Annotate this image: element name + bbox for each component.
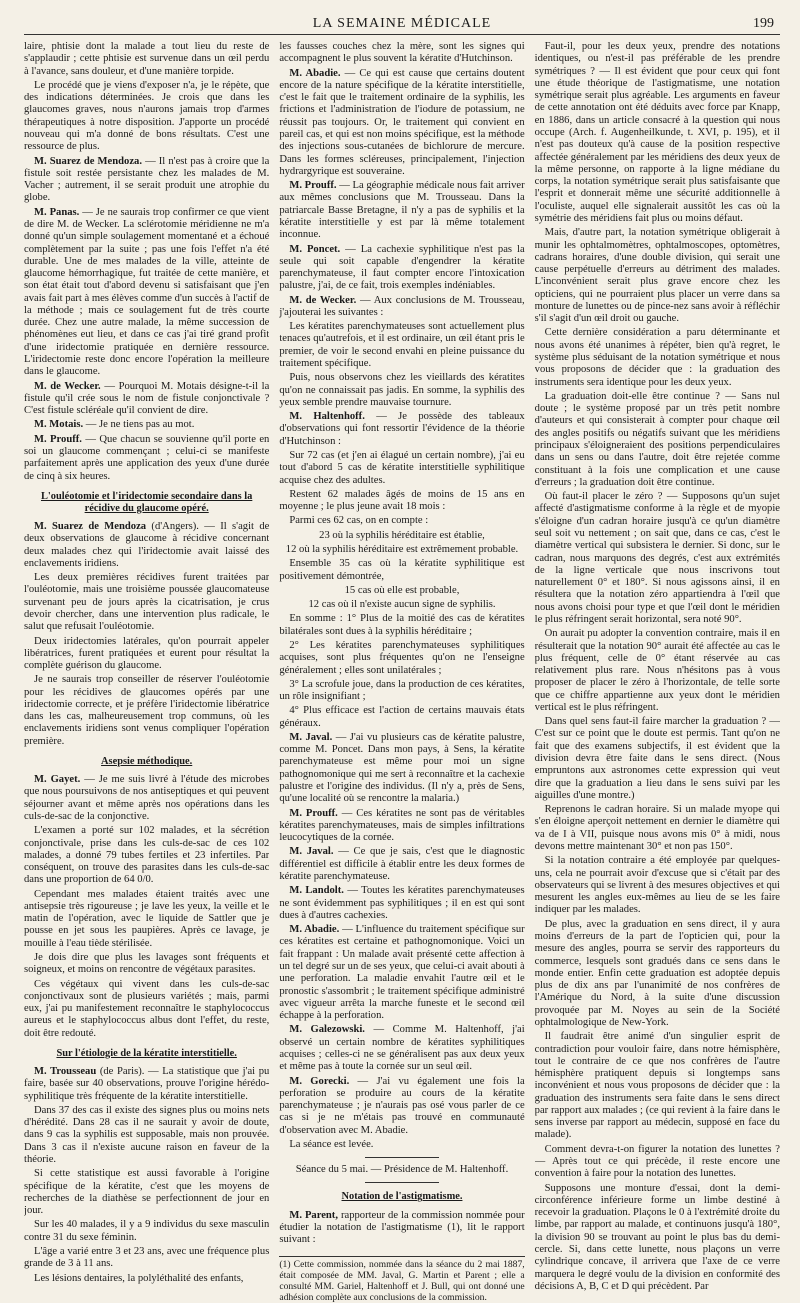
- paragraph: Je ne saurais trop conseiller de réserver l'ouléotomie pour les récidives de glaucomes opérés par une iridectomie correcte, et je préfère l'iridectomie libératrice dans les cas, malheureusement trop communs, où les enclavements iridiens sont venus compliquer l'opération première.: [24, 674, 270, 747]
- divider: [365, 1157, 439, 1158]
- speaker-name: M. Trousseau: [34, 1066, 97, 1078]
- newspaper-page: [0, 6, 800, 1303]
- speech-text: — L'influence du traitement spécifique sur ces kératites est certaine et pathognomonique. Voici un fait frappant : Un malade avait présenté cette affection à un tel degré sur un de ses yeux, que celui-ci avait abouti à une perforation. La maladie envahit l'autre œil et le pronostic s'assombrit ; le traitement spécifique administré avec vigueur arrêta la marche funeste et le second œil échappe à la perforation.: [279, 924, 525, 1022]
- speaker-paragraph: [24, 774, 269, 823]
- speaker-name: M. Motais.: [34, 419, 84, 431]
- speaker-paragraph: [279, 411, 524, 448]
- speaker-name: M. Parent,: [289, 1209, 338, 1221]
- speaker-paragraph: [279, 1024, 524, 1073]
- speaker-paragraph: [279, 295, 524, 320]
- paragraph: Sur les 40 malades, il y a 9 individus du sexe masculin contre 31 du sexe féminin.: [24, 1219, 270, 1243]
- paragraph: De plus, avec la graduation en sens direct, il y aura moins d'erreurs de la part de l'opticien qui, pour la mesure des angles, pourra se servir des rapporteurs du commerce, lesquels sont gradués dans ce sens dans le monde entier. Enfin cette graduation est adoptée depuis plus de dix ans par l'unanimité de nos confrères de l'Amérique du Nord, à la suite d'une discussion provoquée par M. Noyes au sein de la Société ophtalmologique de New-York.: [534, 918, 780, 1028]
- speaker-paragraph: [24, 419, 269, 431]
- speech-text: — Je ne saurais trop confirmer ce que vient de dire M. de Wecker. La sclérotomie méridienne ne m'a donné qu'un simple soulagement momentané et a échoué complètement par la suite ; pas une fois l'effet n'a été durable. Une de mes malades de la ville, atteinte de glaucome hémorrhagique, fut traitée de cette manière, et son état était tout d'abord devenu si satisfaisant que j'en avais fait part à mes élèves comme d'un succès à l'actif de la méthode ; mais ce soulagement fut de très courte durée. Chez une autre malade, la même succession de phénomènes eut lieu, et dans ce cas j'ai tiré grand profit d'une iridectomie pratiquée en dernière ressource. L'iridectomie reste donc encore l'opération la meilleure dans le glaucome.: [24, 206, 270, 378]
- section-heading-text: Sur l'étiologie de la kératite interstitielle.: [56, 1048, 237, 1059]
- column-2: [279, 41, 524, 1303]
- section-heading: [24, 756, 269, 768]
- speaker-name: M. de Wecker.: [34, 380, 101, 392]
- speaker-paragraph: [279, 732, 524, 806]
- paragraph: Restent 62 malades âgés de moins de 15 ans en moyenne ; le plus jeune avait 18 mois :: [279, 488, 525, 513]
- speaker-paragraph: [24, 156, 269, 205]
- paragraph: En somme : 1° Plus de la moitié des cas de kératites bilatérales sont dues à la syphilis héréditaire ;: [279, 613, 525, 637]
- speaker-name: M. Panas.: [34, 206, 80, 218]
- paragraph: Il faudrait être animé d'un singulier esprit de contradiction pour vouloir faire, dans notre hémisphère, tout le contraire de ce que nos confrères de l'autre hémisphère pratiquent depuis si longtemps sans inconvénient et nous vous proposons de décider que : la graduation des instruments sera faite dans le sens direct par rapport aux malades ; (ce qui revient à la faire dans le sens inverse par rapport au médecin, supposé en face du malade).: [534, 1031, 780, 1141]
- speaker-name: M. Suarez de Mendoza.: [34, 155, 142, 167]
- paragraph: 4° Plus efficace est l'action de certains mauvais états généraux.: [279, 705, 525, 729]
- paragraph: Sur 72 cas (et j'en ai élagué un certain nombre), j'ai eu tout d'abord 5 cas de kératite interstitielle syphilitique acquise chez des adultes.: [279, 450, 525, 486]
- speaker-name: M. Landolt.: [289, 885, 344, 897]
- speaker-name: M. Javal.: [289, 731, 333, 743]
- speech-text: — Comme M. Haltenhoff, j'ai observé un certain nombre de kératites syphilitiques acquises ; celles-ci ne se généralisent pas aux deux yeux et même pas à toute la cornée sur un seul œil.: [279, 1024, 525, 1073]
- speech-text: — J'ai vu également une fois la perforation se produire au cours de la kératite parenchymateuse ; je n'aurais pas osé vous parler de ce cas si je ne m'étais pas trouvé en communauté d'observation avec M. Abadie.: [279, 1075, 525, 1136]
- statistic-line: 15 cas où elle est probable,: [344, 584, 460, 596]
- page-header: [24, 6, 780, 35]
- section-heading-text: Asepsie méthodique.: [101, 756, 193, 768]
- speaker-name: M. Gayet.: [34, 774, 81, 786]
- speech-text: — Aux conclusions de M. Trousseau, j'ajouterai les suivantes :: [279, 294, 525, 318]
- section-heading-text: L'ouléotomie et l'iridectomie secondaire dans la récidive du glaucome opéré.: [40, 490, 253, 514]
- paragraph: Comment devra-t-on figurer la notation des lunettes ? — Après tout ce qui précède, il reste encore une convention à faire pour la notation des lunettes.: [534, 1143, 780, 1180]
- paragraph: Supposons une monture d'essai, dont la demi-circonférence inférieure forme un limbe destiné à recevoir la graduation. Plaçons le 0 à l'extrémité droite du limbe, par rapport au malade, et continuons jusqu'à 180°, la division 90 se trouvant au point le plus bas du demi-cercle. Si, dans cette lunette, nous plaçons un verre cylindrique concave, il arrivera que l'axe de ce verre marquera le degré voulu de la division en conformité des décisions A, B, C et D qui précèdent. Par: [534, 1182, 780, 1292]
- speaker-paragraph: [24, 207, 269, 379]
- speaker-name: M. Prouff.: [289, 807, 338, 819]
- statistic-line: 12 cas où il n'existe aucun signe de syphilis.: [308, 599, 496, 611]
- speech-text: — Ces kératites ne sont pas de véritables kératites parenchymateuses, mais de simples infiltrations leucocytiques de la cornée.: [279, 807, 525, 844]
- speaker-name: M. Prouff.: [289, 180, 337, 192]
- statistic-line: 23 où la syphilis héréditaire est établie,: [319, 529, 485, 541]
- paragraph: Reprenons le cadran horaire. Si un malade myope qui s'en éloigne aperçoit nettement en dernier le diamètre qui va de I à VII, puisque nous avons mis 0° à midi, nous devons mettre maintenant 30° et non pas 150°.: [534, 804, 780, 852]
- column-1: [24, 41, 269, 1303]
- paragraph: Si cette statistique est aussi favorable à l'origine spécifique de la kératite, c'est que les moyens de recherches de la diathèse se perfectionnent de jour en jour.: [24, 1168, 270, 1217]
- speech-text: — Ce qui est cause que certains doutent encore de la nature spécifique de la kératite interstitielle, c'est le fait que le traitement ordinaire de la syphilis, les frictions et l'administration de l'iodure de potassium, ne réussit pas toujours. Or, le traitement qui convient en pareil cas, et qui est non moins spécifique, est la méthode des injections sous-cutanées de bichlorure de mercure. Dans les formes scléreuses, principalement, l'injection hydrargyrique est souveraine.: [279, 67, 525, 177]
- speaker-paragraph: [279, 924, 524, 1022]
- speaker-name: M. Abadie.: [289, 67, 341, 79]
- paragraph: Dans quel sens faut-il faire marcher la graduation ? — C'est sur ce point que le doute est permis. Tant qu'on ne fait que des examens subjectifs, il est évident que la division devra être faite dans le sens direct. (Nous empruntons aux astronomes cette expression qui veut dire que la graduation a lieu dans le sens suivi par les aiguilles d'une montre.): [534, 716, 780, 801]
- section-heading: [279, 1191, 524, 1203]
- paragraph: Les deux premières récidives furent traitées par l'ouléotomie, mais une troisième poussée glaucomateuse survenant peu de jours après la cicatrisation, je crus devoir chercher, dans une intervention plus radicale, le salut que refusait l'ouléotomie.: [24, 572, 270, 633]
- speech-text: — La géographie médicale nous fait arriver aux mêmes conclusions que M. Trousseau. Dans la patriarcale Basse Bretagne, il n'y a pas de syphilis et la kératite interstitielle y est par là même totalement inconnue.: [279, 180, 525, 241]
- paragraph: Faut-il, pour les deux yeux, prendre des notations identiques, ou n'est-il pas préférable de les prendre symétriques ? — Il est évident que pour ceux qui font une étude théorique de l'astigmatisme, une notation symétrique serait plus agréable. Les arguments en faveur de cette annotation ont été déduits avec force par Knapp, en 1886, dans un article consacré à la question qui nous occupe (Arch. f. Augenheilkunde, t. XVI, p. 195), et il n'est pas douteux qu'à cause de la position respective affectée généralement par les méridiens des deux yeux de la même personne, on rapporte à la ligne médiane du corps, la notation symétrique serait plus satisfaisante que l'esprit et donnerait même une sécurité additionnelle à l'oculiste, auquel elle signalerait aussitôt les cas où la symétrie des méridiens fait plus ou moins défaut.: [534, 41, 780, 224]
- paragraph: Je dois dire que plus les lavages sont fréquents et soigneux, et moins on rencontre de végétaux parasites.: [24, 952, 270, 976]
- columns: [24, 41, 780, 1303]
- speaker-paragraph: [24, 521, 269, 570]
- section-heading-text: Notation de l'astigmatisme.: [341, 1191, 463, 1203]
- speech-text: — Toutes les kératites parenchymateuses ne sont évidemment pas syphilitiques ; il en est qui sont dues à d'autres cachexies.: [279, 885, 525, 921]
- footnote: (1) Cette commission, nommée dans la séance du 2 mai 1887, était composée de MM. Javal, G. Martin et Parent ; elle a consulté MM. Gariel, Haltenhoff et J. Bull, qui ont donné une adhésion complète aux conclusions de la commission.: [279, 1256, 524, 1303]
- paragraph: La graduation doit-elle être continue ? — Sans nul doute ; le système proposé par un très petit nombre d'auteurs et qui consisterait à compter pour chaque œil des angles positifs ou négatifs suivant que les méridiens principaux s'éloigneraient des positions perpendiculaires dans un sens ou dans l'autre, doit être rejetée comme constituant à la fois une complication et une cause d'erreurs ; la graduation doit être continue.: [534, 390, 780, 488]
- paragraph: Où faut-il placer le zéro ? — Supposons qu'un sujet affecté d'astigmatisme conforme à la règle et de myopie s'éloigne d'un cadran horaire jusqu'à ce qu'un diamètre seul soit vu nettement ; on sait que, dans ce cas, c'est le diamètre vertical qui subsistera le dernier. Si donc, sur le cadran, nous marquons des degrés, c'est aux extrémités de la ligne verticale que nous inscrivons tout naturellement 0° et 180°. Si nous agissons ainsi, il en résultera que la notation zéro appartiendra à l'œil que nous avons choisi pour type et que l'œil dont le méridien le plus réfringent serait horizontal, sera noté 90°.: [534, 491, 780, 625]
- speaker-paragraph: [24, 1066, 269, 1103]
- statistic-line: Ensemble 35 cas où la kératite syphilitique est positivement démontrée,: [279, 558, 525, 582]
- speaker-name: M. Abadie.: [289, 924, 340, 936]
- speech-text: rapporteur de la commission nommée pour étudier la notation de l'astigmatisme (1), lit le rapport suivant :: [279, 1209, 525, 1246]
- paragraph: Deux iridectomies latérales, qu'on pourrait appeler libératrices, furent pratiquées et eurent pour résultat la complète guérison du glaucome.: [24, 635, 270, 672]
- speech-text: — La cachexie syphilitique n'est pas la seule qui soit capable d'engendrer la kératite parenchymateuse, il faut compter encore l'intoxication palustre, j'ai, de ce fait, trois exemples indéniables.: [279, 243, 525, 292]
- speaker-paragraph: [279, 885, 524, 922]
- speaker-name: M. Javal.: [289, 846, 334, 858]
- speech-text: (d'Angers). — Il s'agit de deux observations de glaucome à récidive concernant deux malades chez qui l'iridectomie avait laissé des enclavements iridiens.: [24, 520, 270, 569]
- paragraph: Dans 37 des cas il existe des signes plus ou moins nets d'hérédité. Dans 28 cas il ne saurait y avoir de doute, dans 9 cas la syphilis est supposable, mais non prouvée. Dans 3 cas il n'existe aucune raison en faveur de la théorie.: [24, 1104, 270, 1166]
- speaker-paragraph: [279, 1076, 524, 1137]
- paragraph: 2° Les kératites parenchymateuses syphilitiques acquises, sont plus fréquentes qu'on ne l'enseigne généralement ; elles sont unilatérales ;: [279, 639, 525, 676]
- paragraph: Les lésions dentaires, la polyléthalité des enfants,: [34, 1272, 244, 1284]
- speaker-paragraph: [279, 68, 524, 179]
- speaker-paragraph: [279, 1210, 524, 1247]
- speaker-name: M. de Wecker.: [289, 294, 357, 306]
- paragraph: 3° La scrofule joue, dans la production de ces kératites, un rôle insignifiant ;: [279, 678, 525, 703]
- paragraph: Si la notation contraire a été employée par quelques-uns, cela ne pourrait avoir d'excuse que si c'était par des observateurs qui se livrent à des mesures objectives et qui mesurent les angles eux-mêmes au lieu de se les faire indiquer par les malades.: [534, 855, 780, 916]
- speech-text: — Je me suis livré à l'étude des microbes que nous poursuivons de nos antiseptiques et qui peuvent séjourner avant et même après nos opérations dans les culs-de-sac de la conjonctive.: [24, 774, 270, 822]
- speech-text: — J'ai vu plusieurs cas de kératite palustre, comme M. Poncet. Dans mon pays, à Sens, la kératite parenchymateuse est même pour moi un signe pathognomonique qui me sert à reconnaître et la cachexie palustre et l'origine des individus. (Il n'y a, près de Sens, qu'une localité où se rencontre la malaria.): [279, 731, 525, 805]
- paragraph: Les kératites parenchymateuses sont actuellement plus tenaces qu'autrefois, et il est ordinaire, un œil étant pris le premier, de voir le second envahi en pleine puissance du traitement spécifique.: [279, 321, 525, 370]
- paragraph: Mais, d'autre part, la notation symétrique obligerait à munir les ophtalmomètres, ophtalmoscopes, optomètres, cadrans horaires, d'une double division, qui serait une cause perpétuelle d'erreurs au détriment des malades. L'inconvénient serait plus grave encore chez les opticiens, qui ne pourraient plus placer un verre dans sa monture de lunettes ou de pince-nez sans avoir à réfléchir s'il s'agit d'un œil droit ou gauche.: [534, 227, 780, 325]
- paragraph: L'examen a porté sur 102 malades, et la sécrétion conjonctivale, prise dans les culs-de-sac de ces 102 malades, a donné 79 tubes fertiles et 23 infertiles. Par conséquent, on trouve des parasites dans les culs-de-sac dans une proportion de 64 0/0.: [24, 825, 270, 886]
- paragraph: les fausses couches chez la mère, sont les signes qui accompagnent le plus souvent la kératite d'Hutchinson.: [279, 41, 525, 65]
- speech-text: — Que chacun se souvienne qu'il porte en soi un glaucome commençant ; celui-ci se manifeste parfaitement après une application des yeux d'une durée de cinq à six heures.: [24, 433, 270, 482]
- session-line: Séance du 5 mai. — Présidence de M. Haltenhoff.: [295, 1164, 509, 1176]
- speaker-name: M. Galezowski.: [289, 1024, 365, 1036]
- paragraph: On aurait pu adopter la convention contraire, mais il en résulterait que la notation 90° aurait été affectée au cas le plus fréquent, celle de 0° étant réservée au cas relativement plus rare. Nous n'hésitons pas à vous proposer de placer le zéro à l'horizontale, de telle sorte que ce chiffre appartienne aux yeux dont le méridien vertical est le plus réfringent.: [534, 628, 780, 713]
- speaker-name: M. Suarez de Mendoza: [34, 520, 147, 532]
- speech-text: — Il n'est pas à croire que la fistule soit restée persistante chez les malades de M. Vacher ; autrement, il se serait produit une atrophie du globe.: [24, 155, 270, 204]
- speech-text: — Pourquoi M. Motais désigne-t-il la fistule qu'il crée sous le nom de fistule conjonctivale ? C'est fistule scléréale qu'il convient de dire.: [24, 380, 270, 417]
- page-number: 199: [753, 16, 774, 31]
- paragraph: Le procédé que je viens d'exposer n'a, je le répète, que des indications déterminées. Je crois que dans les glaucomes graves, nous n'aurons jamais trop d'armes thérapeutiques à notre disposition. J'apporte un procédé nouveau qui m'a donné de bons résultats. C'est une ressource de plus.: [24, 79, 270, 153]
- speaker-paragraph: [279, 244, 524, 293]
- paragraph: Puis, nous observons chez les vieillards des kératites qu'on ne connaissait pas jadis. En somme, la syphilis des yeux semble prendre mauvaise tournure.: [279, 372, 525, 408]
- speaker-paragraph: [279, 180, 524, 241]
- section-heading: [24, 491, 269, 515]
- paragraph: La séance est levée.: [289, 1138, 374, 1150]
- speech-text: — Je possède des tableaux d'observations qui font ressortir l'évidence de la théorie d'Hutchinson :: [279, 411, 525, 447]
- paragraph: Ces végétaux qui vivent dans les culs-de-sac conjonctivaux sont de plusieurs variétés ; mais, parmi eux, j'ai pu manifestement reconnaître le staphylococcus aureus et le staphylococcus albus dont l'effet, du reste, doit être redouté.: [24, 978, 270, 1039]
- paragraph: Cette dernière considération a paru déterminante et nous avons été unanimes à répéter, bien qu'à regret, le système plus séduisant de la notation symétrique et nous vous proposons de décider que : la graduation des instruments sera identique pour les deux yeux.: [534, 327, 780, 388]
- speaker-name: M. Prouff.: [34, 433, 82, 445]
- paragraph: Cependant mes malades étaient traités avec une antisepsie très rigoureuse ; je lave les yeux, la veille et le matin de l'opération, avec le liquide de Sattler que je pousse en jet sous les paupières. Après ce lavage, je mouille à l'eau tiède stérilisée.: [24, 888, 270, 949]
- speaker-paragraph: [24, 381, 269, 418]
- paragraph: Parmi ces 62 cas, on en compte :: [289, 515, 429, 527]
- speech-text: — Je ne tiens pas au mot.: [83, 419, 195, 431]
- paragraph: L'âge a varié entre 3 et 23 ans, avec une fréquence plus grande de 3 à 11 ans.: [24, 1246, 270, 1270]
- divider: [365, 1182, 439, 1183]
- speech-text: — Ce que je sais, c'est que le diagnostic différentiel est difficile à établir entre les deux formes de kératite parenchymateuse.: [279, 846, 525, 882]
- paragraph: laire, phtisie dont la malade a tout lieu du reste de s'applaudir ; cette phtisie est survenue dans un œil perdu à l'avance, sans douleur, et d'une manière torpide.: [24, 41, 270, 77]
- speaker-name: M. Haltenhoff.: [289, 411, 365, 423]
- speaker-paragraph: [24, 434, 269, 483]
- speaker-paragraph: [279, 846, 524, 883]
- column-3: [535, 41, 780, 1303]
- journal-title: LA SEMAINE MÉDICALE: [312, 16, 492, 31]
- speaker-name: M. Gorecki.: [289, 1075, 350, 1087]
- speaker-name: M. Poncet.: [289, 243, 341, 255]
- speaker-paragraph: [279, 808, 524, 845]
- speech-text: (de Paris). — La statistique que j'ai pu faire, basée sur 40 observations, prouve l'origine hérédo-syphilitique très fréquente de la kératite interstitielle.: [24, 1066, 270, 1102]
- statistic-line: 12 où la syphilis héréditaire est extrêmement probable.: [285, 543, 519, 555]
- section-heading: [24, 1048, 269, 1060]
